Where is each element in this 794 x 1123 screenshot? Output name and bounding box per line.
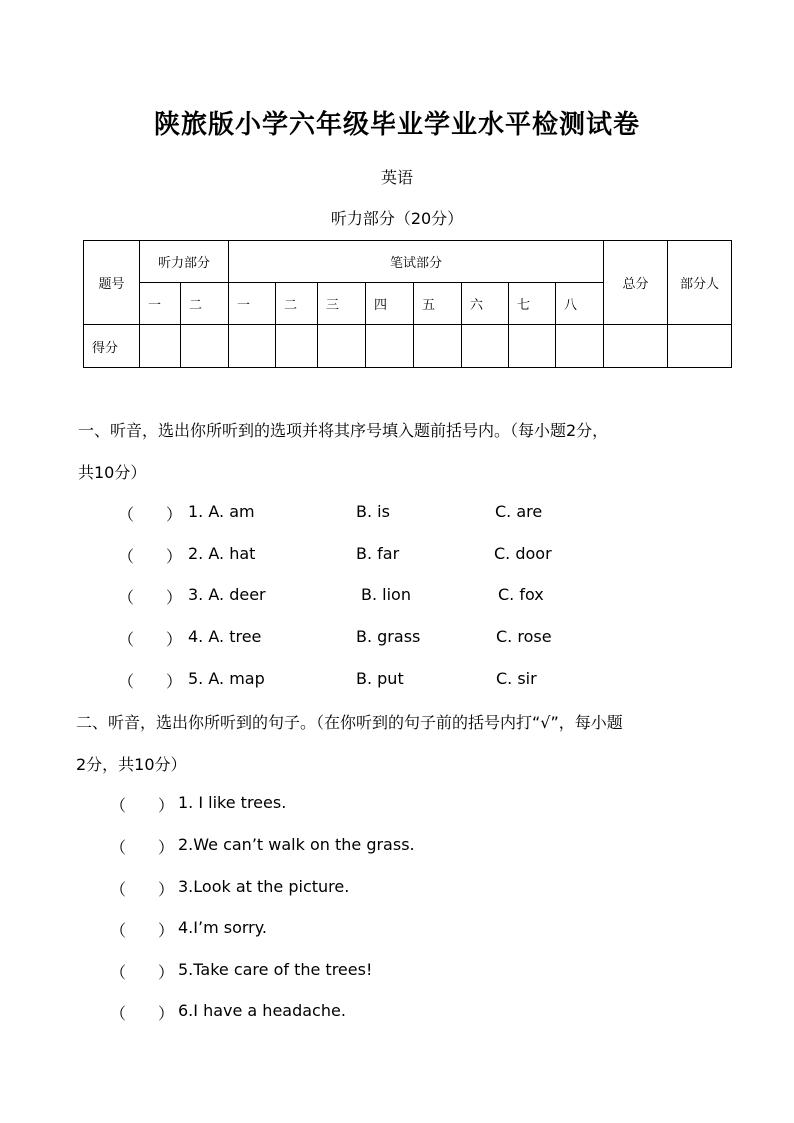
list-item bbox=[0, 960, 794, 982]
option-a: 3. A. deer bbox=[188, 585, 266, 604]
score-cell[interactable] bbox=[462, 325, 509, 368]
subject-label: 英语 bbox=[380, 168, 413, 187]
part2-instruction-cont: 2分，共10分） bbox=[76, 755, 187, 774]
answer-bracket[interactable]: （ ） bbox=[110, 921, 175, 940]
written-col: 一 bbox=[229, 283, 276, 325]
sentence-text: 1. I like trees. bbox=[178, 793, 287, 812]
score-cell[interactable] bbox=[181, 325, 229, 368]
score-cell[interactable] bbox=[318, 325, 366, 368]
score-table bbox=[83, 240, 732, 368]
listening-col: 一 bbox=[140, 283, 181, 325]
answer-bracket[interactable]: （ ） bbox=[110, 880, 175, 899]
written-col: 五 bbox=[414, 283, 462, 325]
option-c: C. door bbox=[494, 544, 552, 563]
score-cell[interactable] bbox=[140, 325, 181, 368]
option-b: B. is bbox=[356, 502, 390, 521]
list-item bbox=[0, 585, 794, 607]
score-cell[interactable] bbox=[556, 325, 604, 368]
sentence-text: 6.I have a headache. bbox=[178, 1001, 346, 1020]
answer-bracket[interactable]: （ ） bbox=[110, 838, 175, 857]
list-item bbox=[0, 793, 794, 815]
list-item bbox=[0, 627, 794, 649]
sentence-text: 4.I’m sorry. bbox=[178, 918, 268, 937]
exam-title: 陕旅版小学六年级毕业学业水平检测试卷 bbox=[153, 110, 640, 140]
written-col: 二 bbox=[276, 283, 318, 325]
answer-bracket[interactable]: （ ） bbox=[118, 588, 183, 607]
header-total: 总分 bbox=[604, 241, 668, 325]
row-label-score: 得分 bbox=[84, 325, 140, 368]
written-col: 六 bbox=[462, 283, 509, 325]
option-b: B. put bbox=[356, 669, 404, 688]
list-item bbox=[0, 502, 794, 524]
answer-bracket[interactable]: （ ） bbox=[118, 547, 183, 566]
header-written: 笔试部分 bbox=[229, 241, 604, 283]
option-c: C. fox bbox=[498, 585, 544, 604]
list-item bbox=[0, 835, 794, 857]
header-tihao: 题号 bbox=[84, 241, 140, 325]
option-a: 4. A. tree bbox=[188, 627, 262, 646]
answer-bracket[interactable]: （ ） bbox=[110, 1004, 175, 1023]
score-cell[interactable] bbox=[414, 325, 462, 368]
list-item bbox=[0, 918, 794, 940]
score-cell[interactable] bbox=[366, 325, 414, 368]
option-c: C. sir bbox=[496, 669, 537, 688]
option-b: B. grass bbox=[356, 627, 421, 646]
list-item bbox=[0, 877, 794, 899]
score-cell[interactable] bbox=[509, 325, 556, 368]
list-item bbox=[0, 1001, 794, 1023]
answer-bracket[interactable]: （ ） bbox=[110, 796, 175, 815]
header-grader: 部分人 bbox=[668, 241, 732, 325]
part1-instruction: 一、听音，选出你所听到的选项并将其序号填入题前括号内。（每小题2分， bbox=[78, 421, 609, 440]
list-item bbox=[0, 669, 794, 691]
header-listening: 听力部分 bbox=[140, 241, 229, 283]
answer-bracket[interactable]: （ ） bbox=[118, 630, 183, 649]
listening-col: 二 bbox=[181, 283, 229, 325]
listening-section-heading: 听力部分（20分） bbox=[330, 209, 464, 228]
score-cell[interactable] bbox=[276, 325, 318, 368]
option-b: B. far bbox=[356, 544, 400, 563]
sentence-text: 2.We can’t walk on the grass. bbox=[178, 835, 415, 854]
option-a: 5. A. map bbox=[188, 669, 265, 688]
answer-bracket[interactable]: （ ） bbox=[110, 963, 175, 982]
sentence-text: 3.Look at the picture. bbox=[178, 877, 350, 896]
part2-instruction: 二、听音，选出你所听到的句子。（在你听到的句子前的括号内打“√”，每小题 bbox=[76, 713, 623, 732]
option-c: C. are bbox=[495, 502, 543, 521]
option-c: C. rose bbox=[496, 627, 552, 646]
written-col: 四 bbox=[366, 283, 414, 325]
score-cell[interactable] bbox=[229, 325, 276, 368]
score-cell[interactable] bbox=[668, 325, 732, 368]
answer-bracket[interactable]: （ ） bbox=[118, 672, 183, 691]
list-item bbox=[0, 544, 794, 566]
part1-instruction-cont: 共10分） bbox=[78, 463, 147, 482]
written-col: 八 bbox=[556, 283, 604, 325]
option-a: 2. A. hat bbox=[188, 544, 256, 563]
score-cell[interactable] bbox=[604, 325, 668, 368]
sentence-text: 5.Take care of the trees! bbox=[178, 960, 373, 979]
answer-bracket[interactable]: （ ） bbox=[118, 505, 183, 524]
option-b: B. lion bbox=[361, 585, 411, 604]
written-col: 七 bbox=[509, 283, 556, 325]
option-a: 1. A. am bbox=[188, 502, 255, 521]
written-col: 三 bbox=[318, 283, 366, 325]
